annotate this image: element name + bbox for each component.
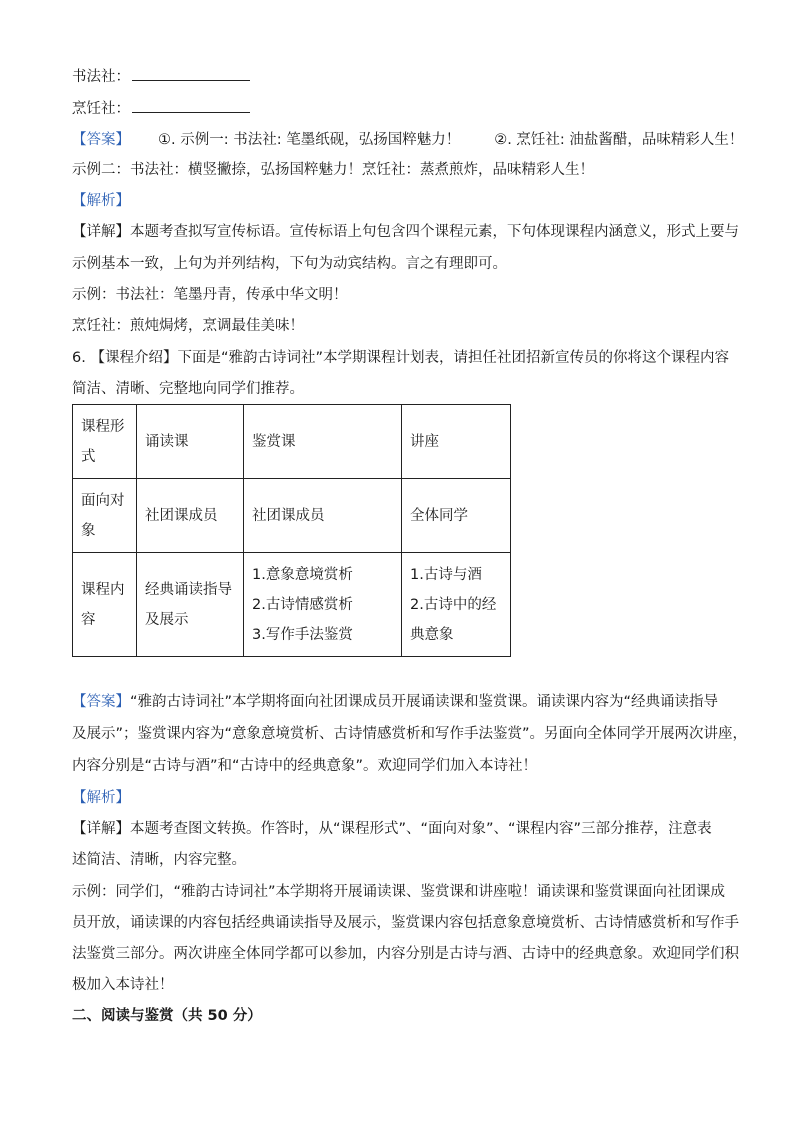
cooking-label: 烹饪社：	[72, 101, 130, 117]
q6-answer-line2: 及展示”；鉴赏课内容为“意象意境赏析、古诗情感赏析和写作手法鉴赏”。另面向全体同学开展两次讲座，	[72, 726, 748, 742]
q6-answer-line1: 【答案】“雅韵古诗词社”本学期将面向社团课成员开展诵读课和鉴赏课。诵读课内容为“经典诵读指导	[72, 694, 719, 710]
q6-detail-line2: 述简洁、清晰，内容完整。	[72, 852, 246, 868]
table-row	[73, 479, 511, 553]
q5-cooking-line	[72, 98, 250, 119]
table-cell: 社团课成员	[137, 479, 244, 553]
q6-example-line4: 极加入本诗社！	[72, 977, 174, 993]
row-label: 课程内 容	[73, 553, 137, 657]
calligraphy-blank	[132, 66, 250, 81]
q6-intro-line1: 6. 【课程介绍】下面是“雅韵古诗词社”本学期课程计划表，请担任社团招新宣传员的你将这个课程内容	[72, 350, 729, 366]
table-cell: 1.意象意境赏析 2.古诗情感赏析 3.写作手法鉴赏	[244, 553, 402, 657]
course-plan-table	[72, 404, 511, 657]
table-cell: 经典诵读指导 及展示	[137, 553, 244, 657]
q5-example-line2: 烹饪社：煎炖焗烤，烹调最佳美味！	[72, 318, 304, 334]
q5-calligraphy-line	[72, 66, 250, 87]
answer-part1: ①. 示例一: 书法社: 笔墨纸砚，弘扬国粹魅力！	[158, 132, 461, 148]
table-row	[73, 553, 511, 657]
cooking-blank	[132, 98, 250, 113]
q6-detail-line1: 【详解】本题考查图文转换。作答时，从“课程形式”、“面向对象”、“课程内容”三部分推荐，注意表	[72, 821, 712, 837]
table-cell: 1.古诗与酒 2.古诗中的经 典意象	[402, 553, 511, 657]
section-heading: 二、阅读与鉴赏（共 50 分）	[72, 1008, 262, 1024]
table-cell: 鉴赏课	[244, 405, 402, 479]
q5-analysis-tag: 【解析】	[72, 193, 130, 209]
q5-detail-line1: 【详解】本题考查拟写宣传标语。宣传标语上句包含四个课程元素，下句体现课程内涵意义，形式上要与	[72, 224, 739, 240]
q5-example-line1: 示例：书法社：笔墨丹青，传承中华文明！	[72, 287, 348, 303]
table-cell: 诵读课	[137, 405, 244, 479]
q5-answer-line2: 示例二：书法社：横竖撇捺，弘扬国粹魅力！烹饪社：蒸煮煎炸，品味精彩人生！	[72, 162, 594, 178]
q6-intro-line2: 简洁、清晰、完整地向同学们推荐。	[72, 381, 304, 397]
table-cell: 全体同学	[402, 479, 511, 553]
q6-example-line3: 法鉴赏三部分。两次讲座全体同学都可以参加，内容分别是古诗与酒、古诗中的经典意象。欢迎同学们积	[72, 946, 739, 962]
q5-answer-line	[72, 130, 743, 150]
row-label: 课程形 式	[73, 405, 137, 479]
q6-example-line2: 员开放，诵读课的内容包括经典诵读指导及展示，鉴赏课内容包括意象意境赏析、古诗情感赏析和写作手	[72, 915, 739, 931]
table-cell: 讲座	[402, 405, 511, 479]
answer-tag: 【答案】	[72, 694, 130, 710]
q6-example-line1: 示例：同学们，“雅韵古诗词社”本学期将开展诵读课、鉴赏课和讲座啦！诵读课和鉴赏课面向社团课成	[72, 884, 726, 900]
table-cell: 社团课成员	[244, 479, 402, 553]
q6-analysis-tag: 【解析】	[72, 790, 130, 806]
table-row	[73, 405, 511, 479]
q6-answer-line3: 内容分别是“古诗与酒”和“古诗中的经典意象”。欢迎同学们加入本诗社！	[72, 758, 538, 774]
calligraphy-label: 书法社：	[72, 69, 130, 85]
row-label: 面向对 象	[73, 479, 137, 553]
q5-detail-line2: 示例基本一致，上句为并列结构，下句为动宾结构。言之有理即可。	[72, 256, 507, 272]
answer-tag: 【答案】	[72, 132, 130, 148]
answer-part2: ②. 烹饪社: 油盐酱醋，品味精彩人生！	[494, 132, 744, 148]
